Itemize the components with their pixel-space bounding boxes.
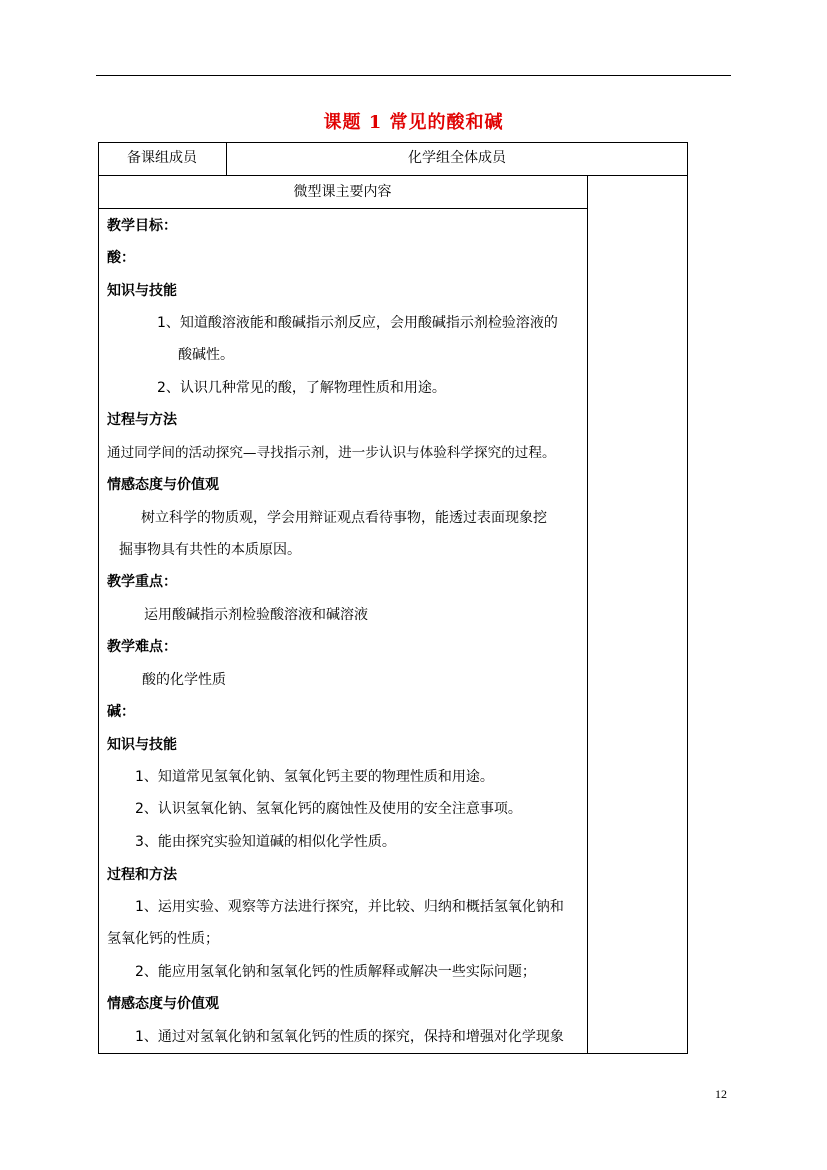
content-line: 1、知道酸溶液能和酸碱指示剂反应，会用酸碱指示剂检验溶液的 bbox=[157, 315, 558, 331]
content-line: 运用酸碱指示剂检验酸溶液和碱溶液 bbox=[144, 607, 368, 623]
header-row-border bbox=[98, 175, 688, 176]
content-line: 树立科学的物质观，学会用辩证观点看待事物，能透过表面现象挖 bbox=[141, 510, 547, 526]
heading-difficult-points: 教学难点： bbox=[107, 639, 177, 655]
heading-process-methods: 过程与方法 bbox=[107, 412, 177, 428]
header-rule bbox=[96, 75, 731, 76]
page-title: 课题 1 常见的酸和碱 bbox=[323, 112, 504, 133]
content-line: 酸碱性。 bbox=[178, 347, 234, 363]
heading-attitude-values: 情感态度与价值观 bbox=[107, 996, 219, 1012]
content-line: 1、运用实验、观察等方法进行探究，并比较、归纳和概括氢氧化钠和 bbox=[135, 899, 564, 915]
members-value: 化学组全体成员 bbox=[408, 150, 506, 166]
heading-knowledge-skills: 知识与技能 bbox=[107, 283, 177, 299]
side-column-divider bbox=[587, 175, 588, 1054]
page-number: 12 bbox=[715, 1087, 727, 1101]
lesson-table bbox=[98, 142, 688, 1054]
heading-teaching-goals: 教学目标： bbox=[107, 218, 177, 234]
content-line: 氢氧化钙的性质； bbox=[107, 931, 219, 947]
heading-process-methods: 过程和方法 bbox=[107, 867, 177, 883]
heading-base: 碱： bbox=[107, 704, 135, 720]
section-header: 微型课主要内容 bbox=[293, 184, 392, 200]
heading-attitude-values: 情感态度与价值观 bbox=[107, 477, 219, 493]
content-line: 通过同学间的活动探究—寻找指示剂，进一步认识与体验科学探究的过程。 bbox=[107, 445, 556, 461]
content-line: 1、知道常见氢氧化钠、氢氧化钙主要的物理性质和用途。 bbox=[135, 769, 494, 785]
content-line: 1、通过对氢氧化钠和氢氧化钙的性质的探究，保持和增强对化学现象 bbox=[135, 1029, 564, 1045]
members-label: 备课组成员 bbox=[127, 150, 197, 166]
content-line: 2、认识氢氧化钠、氢氧化钙的腐蚀性及使用的安全注意事项。 bbox=[135, 801, 522, 817]
content-line: 3、能由探究实验知道碱的相似化学性质。 bbox=[135, 834, 396, 850]
content-line: 2、能应用氢氧化钠和氢氧化钙的性质解释或解决一些实际问题； bbox=[135, 964, 536, 980]
heading-knowledge-skills: 知识与技能 bbox=[107, 737, 177, 753]
section-header-border bbox=[98, 208, 587, 209]
content-line: 2、认识几种常见的酸，了解物理性质和用途。 bbox=[157, 380, 446, 396]
content-line: 酸的化学性质 bbox=[142, 672, 226, 688]
content-line: 掘事物具有共性的本质原因。 bbox=[119, 542, 301, 558]
heading-key-points: 教学重点： bbox=[107, 574, 177, 590]
heading-acid: 酸： bbox=[107, 250, 135, 266]
